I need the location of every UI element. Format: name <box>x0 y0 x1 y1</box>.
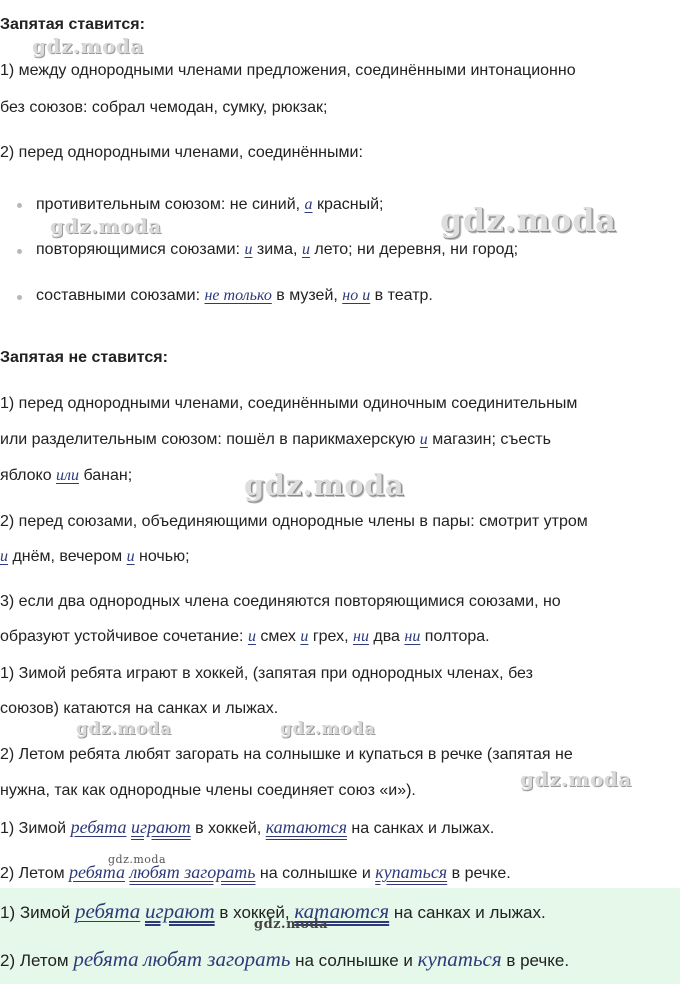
text: на санках и лыжах. <box>389 903 546 922</box>
text: в хоккей, <box>190 820 266 837</box>
text: повторяющимися союзами: <box>36 241 245 258</box>
predicate: купаться <box>375 862 448 882</box>
text: днём, вечером <box>8 548 127 565</box>
watermark-logo: gdz.moda <box>520 767 632 791</box>
example-2-line-1: 2) Летом ребята любят загорать на солнышке и купаться в речке (запятая не <box>0 746 573 763</box>
no-rule-1-line-2 <box>0 430 551 450</box>
predicate: любят загорать <box>143 947 291 971</box>
conjunction: и <box>126 548 135 565</box>
text: на солнышке и <box>290 951 418 970</box>
watermark-logo: gdz.moda <box>254 917 329 932</box>
text: грех, <box>308 628 353 645</box>
bullet-1 <box>36 195 384 215</box>
conjunction: и <box>419 431 428 448</box>
text: образуют устойчивое сочетание: <box>0 628 248 645</box>
rule-2: 2) перед однородными членами, соединёнными: <box>0 144 363 161</box>
subject: ребята <box>74 899 141 923</box>
text: составными союзами: <box>36 287 205 304</box>
text: на солнышке и <box>255 865 376 882</box>
no-rule-3-line-1: 3) если два однородных члена соединяются повторяющимися союзами, но <box>0 593 561 610</box>
text: яблоко <box>0 467 57 484</box>
text: в музей, <box>271 287 343 304</box>
conjunction: или <box>56 467 80 484</box>
text: лето; ни деревня, ни город; <box>309 241 519 258</box>
text: ночью; <box>134 548 190 565</box>
conjunction: ни <box>353 628 369 645</box>
bullet-3 <box>36 286 433 306</box>
no-rule-1-line-1: 1) перед однородными членами, соединёнными одиночным соединительным <box>0 395 578 412</box>
text: смех <box>255 628 301 645</box>
conjunction: и <box>0 548 8 565</box>
watermark-logo: gdz.moda <box>76 719 172 739</box>
text: 1) Зимой <box>0 903 75 922</box>
text: на санках и лыжах. <box>346 820 495 837</box>
conjunction: и <box>301 241 310 258</box>
watermark-logo: gdz.moda <box>50 214 162 238</box>
conjunction: но и <box>342 287 371 304</box>
text: 2) Летом <box>0 865 70 882</box>
heading-no-comma: Запятая не ставится: <box>0 349 168 366</box>
highlighted-sentence-2 <box>0 948 569 972</box>
text: или разделительным союзом: пошёл в парикмахерскую <box>0 431 420 448</box>
predicate: любят загорать <box>129 862 256 882</box>
rule-1-line-1: 1) между однородными членами предложения, соединёнными интонационно <box>0 62 576 79</box>
subject: ребята <box>73 947 139 971</box>
text: в театр. <box>370 287 433 304</box>
conjunction: и <box>300 628 309 645</box>
text: магазин; съесть <box>427 431 551 448</box>
text: противительным союзом: не синий, <box>36 196 305 213</box>
example-2-line-2: нужна, так как однородные члены соединяет союз «и»). <box>0 782 416 799</box>
predicate: играют <box>130 817 191 837</box>
watermark-logo: gdz.moda <box>108 853 167 866</box>
predicate: катаются <box>294 899 390 923</box>
no-rule-2-line-2 <box>0 547 190 567</box>
no-rule-2-line-1: 2) перед союзами, объединяющими однородные члены в пары: смотрит утром <box>0 513 588 530</box>
watermark-logo: gdz.moda <box>244 468 405 502</box>
text: банан; <box>79 467 133 484</box>
subject: ребята <box>69 862 125 882</box>
heading-comma: Запятая ставится: <box>0 16 145 33</box>
predicate: купаться <box>417 947 502 971</box>
text: зима, <box>252 241 302 258</box>
text: красный; <box>312 196 384 213</box>
watermark-logo: gdz.moda <box>280 719 376 739</box>
text: 2) Летом <box>0 951 74 970</box>
text: 1) Зимой <box>0 820 71 837</box>
conjunction: и <box>244 241 253 258</box>
predicate: катаются <box>265 817 347 837</box>
no-rule-3-line-2 <box>0 627 490 647</box>
conjunction: и <box>247 628 256 645</box>
text: в хоккей, <box>214 903 295 922</box>
bullet-dot <box>17 249 22 254</box>
bullet-2 <box>36 240 518 260</box>
conjunction: ни <box>404 628 421 645</box>
predicate: играют <box>144 899 215 923</box>
example-1-line-2: союзов) катаются на санках и лыжах. <box>0 700 279 717</box>
rule-1-line-2: без союзов: собрал чемодан, сумку, рюкзак; <box>0 99 328 116</box>
text: в речке. <box>501 951 570 970</box>
example-1-line-1: 1) Зимой ребята играют в хоккей, (запятая при однородных членах, без <box>0 665 533 682</box>
watermark-logo: gdz.moda <box>32 34 144 58</box>
subject: ребята <box>70 817 127 837</box>
bullet-dot <box>17 295 22 300</box>
parsed-sentence-1 <box>0 817 494 839</box>
text: в речке. <box>447 865 511 882</box>
text: два <box>368 628 405 645</box>
conjunction: не только <box>204 287 272 304</box>
parsed-sentence-2 <box>0 862 511 884</box>
text: полтора. <box>420 628 490 645</box>
no-rule-1-line-3 <box>0 466 132 486</box>
watermark-logo: gdz.moda <box>440 201 617 239</box>
conjunction: а <box>304 196 313 213</box>
bullet-dot <box>17 203 22 208</box>
